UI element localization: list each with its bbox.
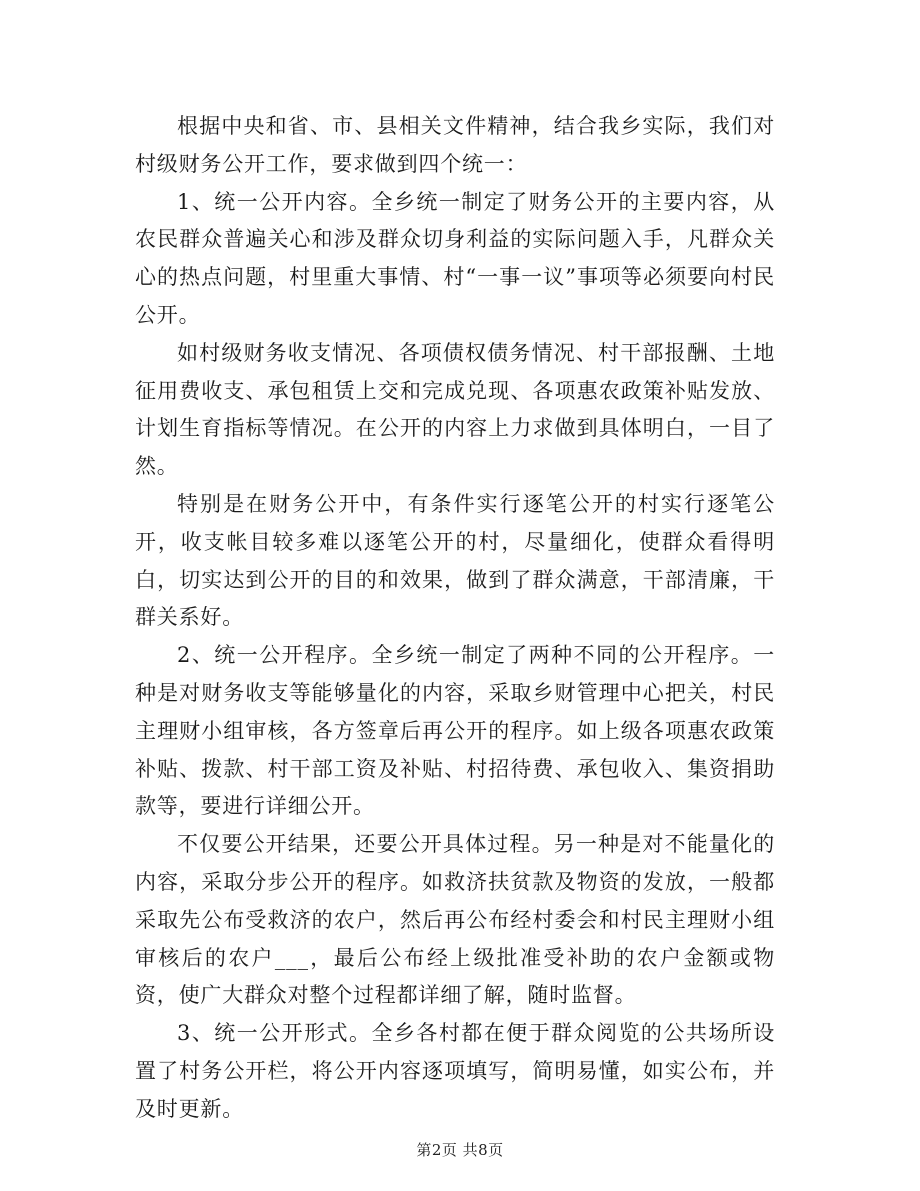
paragraph-unified-procedure: 2、统一公开程序。全乡统一制定了两种不同的公开程序。一种是对财务收支等能够量化的内容，采取乡财管理中心把关，村民主理财小组审核，各方签章后再公开的程序。如上级各项惠农政策补贴、拨款、村干部工资及补贴、村招待费、承包收入、集资捐助款等，要进行详细公开。 [135, 643, 775, 819]
page-number-footer: 第2页 共8页 [416, 1141, 504, 1159]
paragraph-process-disclosure: 不仅要公开结果，还要公开具体过程。另一种是对不能量化的内容，采取分步公开的程序。如救济扶贫款及物资的发放，一般都采取先公布受救济的农户，然后再公布经村委会和村民主理财小组审核后的农户___，最后公布经上级批准受补助的农户金额或物资，使广大群众对整个过程都详细了解，随时监督。 [135, 832, 775, 1008]
document-body [135, 108, 775, 1129]
paragraph-unified-content: 1、统一公开内容。全乡统一制定了财务公开的主要内容，从农民群众普遍关心和涉及群众切身利益的实际问题入手，凡群众关心的热点问题，村里重大事情、村“一事一议”事项等必须要向村民公开。 [135, 189, 775, 327]
paragraph-intro: 根据中央和省、市、县相关文件精神，结合我乡实际，我们对村级财务公开工作，要求做到四个统一： [135, 114, 775, 176]
paragraph-unified-form: 3、统一公开形式。全乡各村都在便于群众阅览的公共场所设置了村务公开栏，将公开内容逐项填写，简明易懂，如实公布，并及时更新。 [135, 1021, 775, 1121]
paragraph-itemized-disclosure: 特别是在财务公开中，有条件实行逐笔公开的村实行逐笔公开，收支帐目较多难以逐笔公开的村，尽量细化，使群众看得明白，切实达到公开的目的和效果，做到了群众满意，干部清廉，干群关系好。 [135, 491, 775, 630]
paragraph-content-examples: 如村级财务收支情况、各项债权债务情况、村干部报酬、土地征用费收支、承包租赁上交和完成兑现、各项惠农政策补贴发放、计划生育指标等情况。在公开的内容上力求做到具体明白，一目了然。 [135, 340, 775, 479]
